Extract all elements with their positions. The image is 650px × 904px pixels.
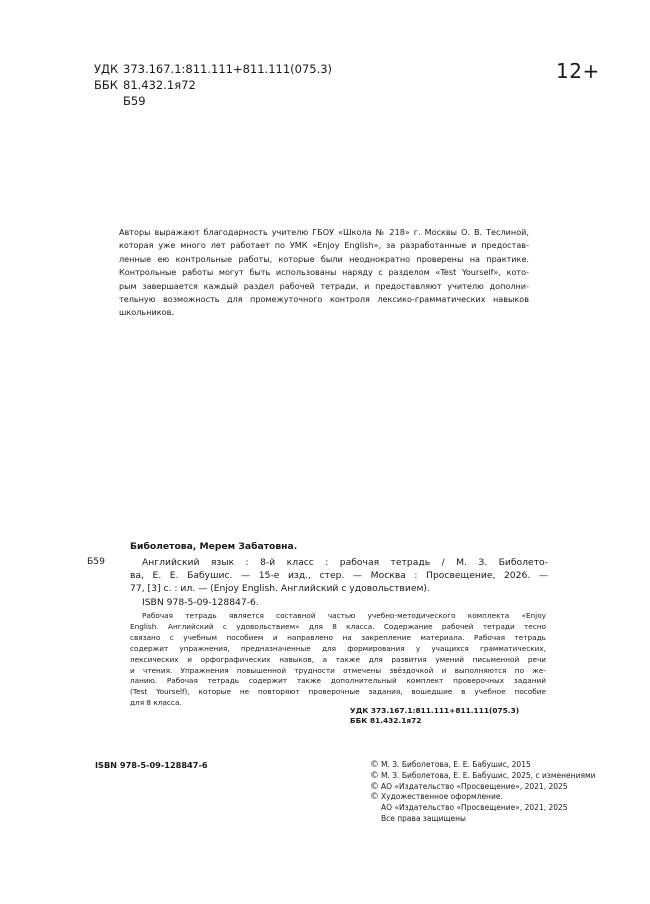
bbk-label: ББК bbox=[94, 78, 118, 92]
annotation-line: и чтения. Упражнения повышенной трудности отмечены звёздочкой и выполняются по же- bbox=[130, 665, 546, 675]
udk-row bbox=[94, 61, 332, 77]
copyright-text: АО «Издательство «Просвещение», 2021, 2025 bbox=[381, 781, 568, 791]
acknowledgement-paragraph bbox=[119, 226, 529, 320]
ack-line: Контрольные работы могут быть использованы наряду с разделом «Test Yourself», кото- bbox=[119, 267, 529, 278]
biblio-line: ва, Е. Е. Бабушис. — 15-е изд., стер. — Москва : Просвещение, 2026. — bbox=[130, 570, 548, 582]
ack-line: ленные ею контрольные работы, которые были неоднократно проверены на практике. bbox=[119, 253, 529, 264]
rights-reserved bbox=[370, 814, 595, 825]
copyright-icon: © bbox=[370, 770, 379, 781]
annotation-line: ланию. Рабочая тетрадь содержит также дополнительный комплект проверочных заданий bbox=[130, 676, 546, 686]
annotation-line: Рабочая тетрадь является составной частью учебно-методического комплекта «Enjoy bbox=[142, 611, 546, 620]
biblio-line: 77, [3] с. : ил. — (Enjoy English. Английский с удовольствием). bbox=[130, 583, 430, 595]
bibliographic-description bbox=[130, 556, 548, 596]
copyright-text: АО «Издательство «Просвещение», 2021, 2025 bbox=[381, 803, 568, 813]
biblio-line: Английский язык : 8-й класс : рабочая тетрадь / М. З. Биболето- bbox=[142, 557, 548, 568]
udk-label: УДК bbox=[94, 62, 119, 76]
copyright-icon: © bbox=[370, 792, 379, 803]
copyright-text: Все права защищены bbox=[381, 813, 466, 823]
copyright-icon: © bbox=[370, 760, 379, 770]
catalog-isbn: ISBN 978-5-09-128847-6. bbox=[142, 597, 259, 608]
annotation-line: лексических и орфографических навыков, а также для развития умений письменной речи bbox=[130, 654, 546, 664]
ack-line: рым завершается каждый раздел рабочей тетради, и предоставляют учителю дополни- bbox=[119, 280, 529, 291]
copyright-text: М. З. Биболетова, Е. Е. Бабушис, 2015 bbox=[381, 760, 531, 769]
age-rating: 12+ bbox=[556, 59, 600, 83]
classification-block bbox=[94, 61, 332, 109]
copyright-line bbox=[370, 760, 595, 771]
ack-line: Авторы выражают благодарность учителю ГБОУ «Школа № 218» г. Москвы О. В. Теслиной, bbox=[119, 227, 529, 237]
ack-line: которая уже много лет работает по УМК «Enjoy English», за разработанные и предостав- bbox=[119, 240, 529, 251]
copyright-line bbox=[370, 803, 595, 814]
catalog-classification bbox=[350, 706, 519, 726]
annotation-line: содержит упражнения, предназначенные для формирования у учащихся грамматических, bbox=[130, 643, 546, 653]
author-mark-row bbox=[94, 93, 332, 109]
annotation-line: English. Английский с удовольствием» для 8 класса. Содержание рабочей тетради тесно bbox=[130, 621, 546, 631]
ack-line: тельную возможность для промежуточного контроля лексико-грамматических навыков bbox=[119, 294, 529, 305]
catalog-author: Биболетова, Мерем Забатовна. bbox=[130, 541, 298, 552]
copyright-line bbox=[370, 771, 595, 782]
copyright-text: М. З. Биболетова, Е. Е. Бабушис, 2025, с изменениями bbox=[381, 770, 596, 780]
author-mark: Б59 bbox=[123, 94, 146, 108]
annotation bbox=[130, 611, 546, 709]
catalog-udk: УДК 373.167.1:811.111+811.111(075.3) bbox=[350, 706, 520, 715]
annotation-line: для 8 класса. bbox=[130, 698, 182, 708]
bbk-value: 81.432.1я72 bbox=[123, 78, 196, 92]
copyright-line bbox=[370, 792, 595, 803]
annotation-line: (Test Yourself), которые не повторяют проверочные задания, вошедшие в учебное пособие bbox=[130, 687, 546, 697]
annotation-line: связано с учебным пособием и направлено на закрепление материала. Рабочая тетрадь bbox=[130, 632, 546, 642]
ack-line: школьников. bbox=[119, 307, 174, 318]
udk-value: 373.167.1:811.111+811.111(075.3) bbox=[123, 62, 333, 76]
copyright-line bbox=[370, 782, 595, 793]
copyright-text: Художественное оформление. bbox=[381, 792, 503, 802]
copyright-icon: © bbox=[370, 781, 379, 792]
catalog-bbk: ББК 81.432.1я72 bbox=[350, 716, 422, 725]
bbk-row bbox=[94, 77, 332, 93]
catalog-call-number: Б59 bbox=[87, 556, 105, 567]
footer-isbn: ISBN 978-5-09-128847-6 bbox=[95, 760, 208, 770]
copyright-block bbox=[370, 760, 595, 825]
